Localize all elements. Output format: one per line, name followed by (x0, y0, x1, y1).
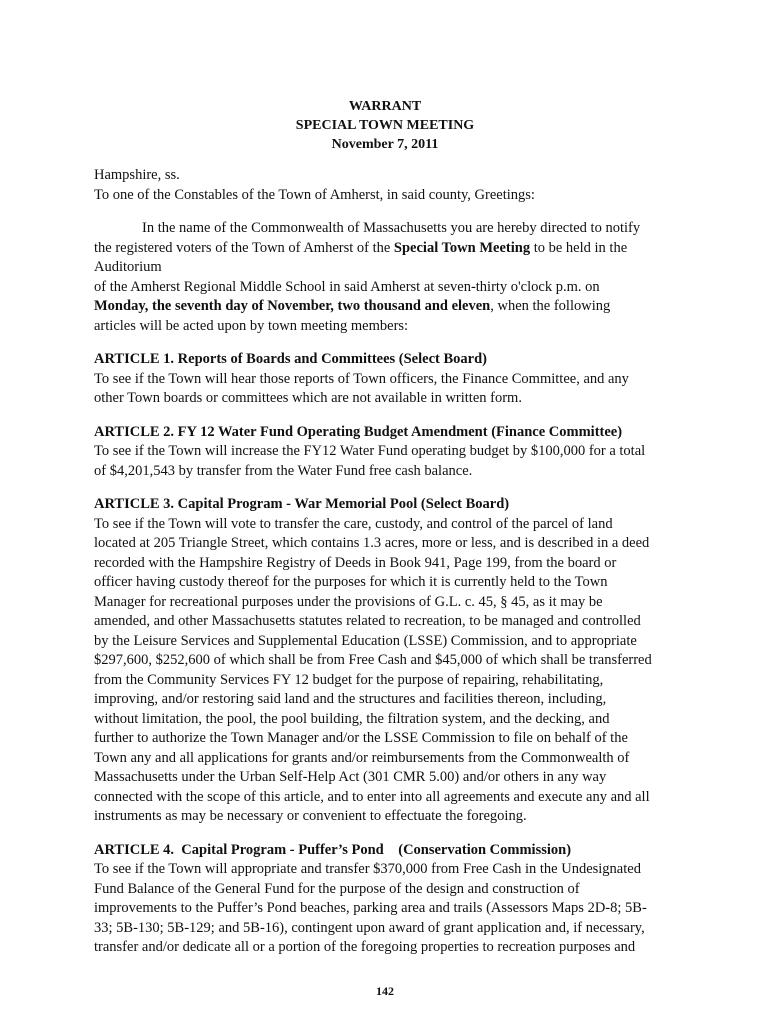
document-body (94, 166, 684, 958)
article-line: Massachusetts under the Urban Self-Help Act (301 CMR 5.00) and/or others in any way (94, 769, 607, 785)
article-line: To see if the Town will increase the FY12 Water Fund operating budget by $100,000 for a total (94, 443, 646, 459)
intro-paragraph (94, 219, 684, 336)
title-special-town-meeting: SPECIAL TOWN MEETING (295, 118, 475, 133)
article-line: further to authorize the Town Manager and/or the LSSE Commission to file on behalf of the (94, 730, 628, 746)
article-line: of $4,201,543 by transfer from the Water Fund free cash balance. (94, 462, 473, 479)
warrant-title-block (0, 97, 770, 154)
article-line: officer having custody thereof for the purposes for which it is currently held to the Town (94, 574, 608, 590)
article-line: instruments as may be necessary or convenient to effectuate the foregoing. (94, 808, 527, 824)
intro-line: of the Amherst Regional Middle School in said Amherst at seven-thirty o'clock p.m. on (94, 278, 600, 295)
article-line: 33; 5B-130; 5B-129; and 5B-16), contingent upon award of grant application and, if necessary, (94, 919, 645, 936)
article-4 (94, 841, 684, 958)
article-line: recorded with the Hampshire Registry of Deeds in Book 941, Page 199, from the board or (94, 554, 617, 571)
article-line: To see if the Town will hear those reports of Town officers, the Finance Committee, and any (94, 370, 629, 387)
article-line: amended, and other Massachusetts statutes related to recreation, to be managed and controlled (94, 613, 641, 629)
article-line: other Town boards or committees which are not available in written form. (94, 390, 522, 406)
article-line: Manager for recreational purposes under the provisions of G.L. c. 45, § 45, as it may be (94, 593, 603, 610)
county-line: Hampshire, ss. (94, 167, 180, 183)
article-line: located at 205 Triangle Street, which contains 1.3 acres, more or less, and is described in a deed (94, 535, 650, 551)
title-warrant: WARRANT (348, 99, 422, 114)
article-heading: ARTICLE 4. Capital Program - Puffer’s Pond (Conservation Commission) (94, 841, 572, 858)
article-line: Town any and all applications for grants and/or reimbursements from the Commonwealth of (94, 749, 630, 766)
article-3 (94, 495, 684, 827)
meeting-date-bold: Monday, the seventh day of November, two thousand and eleven (94, 298, 491, 314)
title-date: November 7, 2011 (331, 137, 439, 152)
article-line: $297,600, $252,600 of which shall be from Free Cash and $45,000 of which shall be transferred (94, 652, 652, 668)
intro-line: In the name of the Commonwealth of Massachusetts you are hereby directed to notify (142, 220, 641, 236)
intro-line: Auditorium (94, 259, 162, 275)
intro-line: the registered voters of the Town of Amherst of the Special Town Meeting to be held in the (94, 239, 628, 256)
article-line: To see if the Town will vote to transfer the care, custody, and control of the parcel of land (94, 515, 613, 532)
page-number: 142 (376, 984, 394, 998)
intro-line: Monday, the seventh day of November, two thousand and eleven, when the following (94, 298, 611, 314)
special-town-meeting-bold: Special Town Meeting (393, 239, 531, 256)
article-line: by the Leisure Services and Supplemental Education (LSSE) Commission, and to appropriate (94, 632, 637, 649)
article-1 (94, 350, 684, 409)
article-line: To see if the Town will appropriate and transfer $370,000 from Free Cash in the Undesignated (94, 861, 641, 877)
article-line: from the Community Services FY 12 budget for the purpose of repairing, rehabilitating, (94, 671, 604, 688)
greeting-line: To one of the Constables of the Town of Amherst, in said county, Greetings: (94, 186, 535, 203)
article-heading: ARTICLE 1. Reports of Boards and Committees (Select Board) (94, 351, 487, 367)
article-heading: ARTICLE 3. Capital Program - War Memorial Pool (Select Board) (94, 496, 510, 512)
article-2 (94, 423, 684, 482)
article-line: without limitation, the pool, the pool building, the filtration system, and the decking, and (94, 710, 610, 727)
article-line: improvements to the Puffer’s Pond beaches, parking area and trails (Assessors Maps 2D-8; 5B- (94, 900, 647, 916)
intro-line: articles will be acted upon by town meeting members: (94, 317, 409, 334)
article-line: connected with the scope of this article, and to enter into all agreements and execute any and all (94, 788, 650, 805)
article-line: Fund Balance of the General Fund for the purpose of the design and construction of (94, 880, 580, 897)
article-heading: ARTICLE 2. FY 12 Water Fund Operating Budget Amendment (Finance Committee) (94, 423, 623, 440)
article-line: improving, and/or restoring said land and the structures and facilities thereon, including, (94, 691, 607, 707)
article-line: transfer and/or dedicate all or a portion of the foregoing properties to recreation purposes and (94, 939, 636, 955)
